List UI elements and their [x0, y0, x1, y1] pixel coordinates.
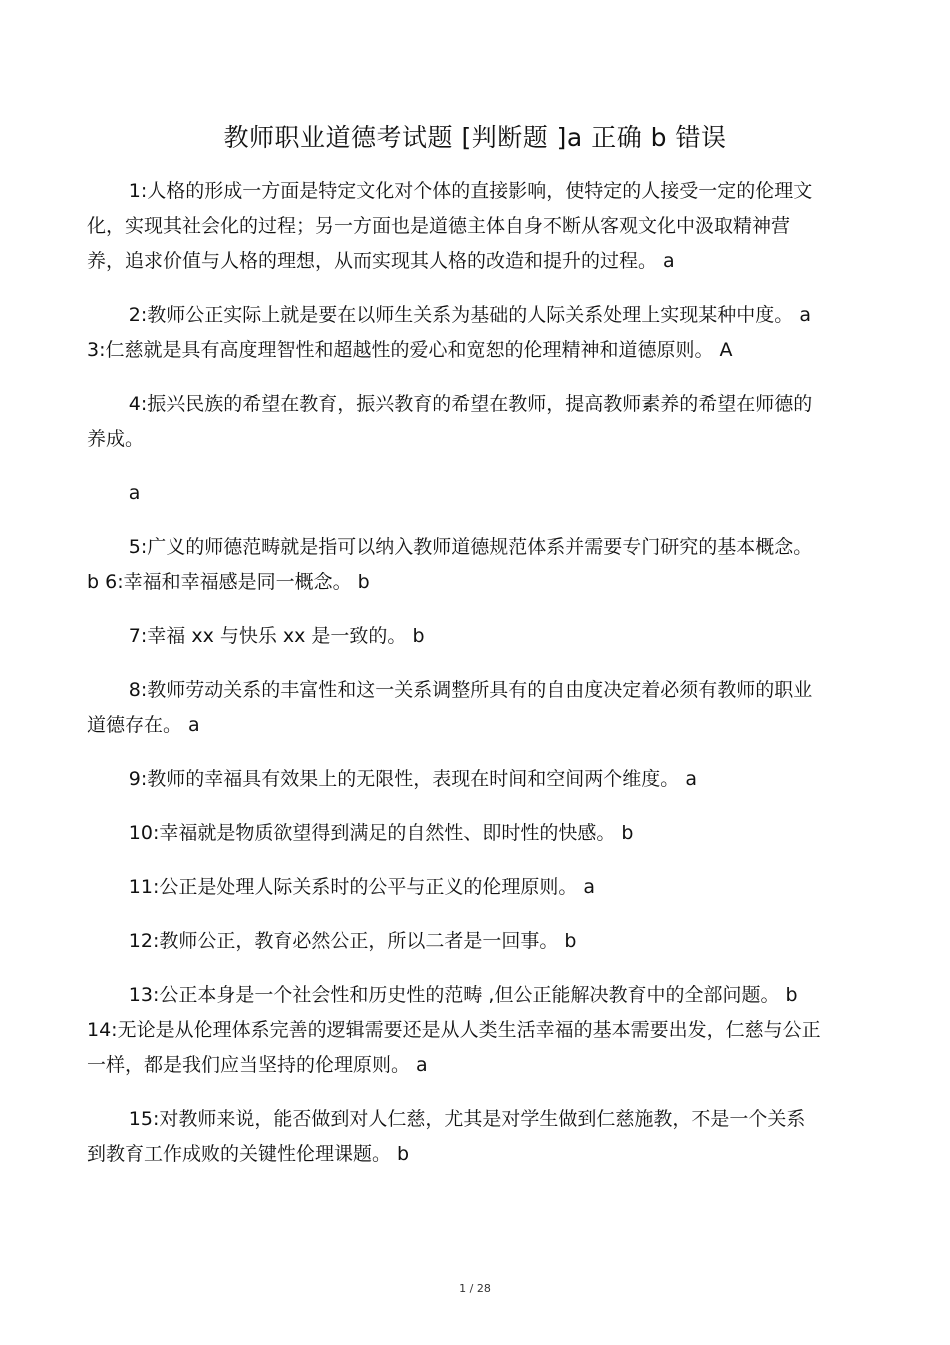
- page-number: 1 / 28: [459, 1282, 491, 1295]
- question-2-3: 2:教师公正实际上就是要在以师生关系为基础的人际关系处理上实现某种中度。 a 3:仁慈就是具有高度理智性和超越性的爱心和宽恕的伦理精神和道德原则。 A: [87, 304, 811, 361]
- document-title: 教师职业道德考试题 [判断题 ]a 正确 b 错误: [223, 123, 727, 152]
- question-list: [87, 174, 822, 1191]
- question-15: 15:对教师来说，能否做到对人仁慈，尤其是对学生做到仁慈施教，不是一个关系到教育工作成败的关键性伦理课题。 b: [87, 1108, 806, 1165]
- question-4: 4:振兴民族的希望在教育，振兴教育的希望在教师，提高教师素养的希望在师德的养成。: [87, 393, 813, 450]
- question-7: 7:幸福 xx 与快乐 xx 是一致的。 b: [128, 625, 425, 647]
- question-12: 12:教师公正，教育必然公正，所以二者是一回事。 b: [128, 930, 577, 952]
- question-9: 9:教师的幸福具有效果上的无限性，表现在时间和空间两个维度。 a: [128, 768, 697, 790]
- question-4-answer: a: [128, 482, 141, 504]
- question-11: 11:公正是处理人际关系时的公平与正义的伦理原则。 a: [128, 876, 596, 898]
- question-13-14: 13:公正本身是一个社会性和历史性的范畴 ,但公正能解决教育中的全部问题。 b 14:无论是从伦理体系完善的逻辑需要还是从人类生活幸福的基本需要出发，仁慈与公正一样，都是我们应当坚持的伦理原则。 a: [87, 984, 821, 1076]
- question-8: 8:教师劳动关系的丰富性和这一关系调整所具有的自由度决定着必须有教师的职业道德存在。 a: [87, 679, 813, 736]
- question-5-6: 5:广义的师德范畴就是指可以纳入教师道德规范体系并需要专门研究的基本概念。 b 6:幸福和幸福感是同一概念。 b: [87, 536, 813, 593]
- question-10: 10:幸福就是物质欲望得到满足的自然性、即时性的快感。 b: [128, 822, 634, 844]
- question-1: 1:人格的形成一方面是特定文化对个体的直接影响，使特定的人接受一定的伦理文化，实现其社会化的过程；另一方面也是道德主体自身不断从客观文化中汲取精神营养，追求价值与人格的理想，从而实现其人格的改造和提升的过程。 a: [87, 180, 813, 272]
